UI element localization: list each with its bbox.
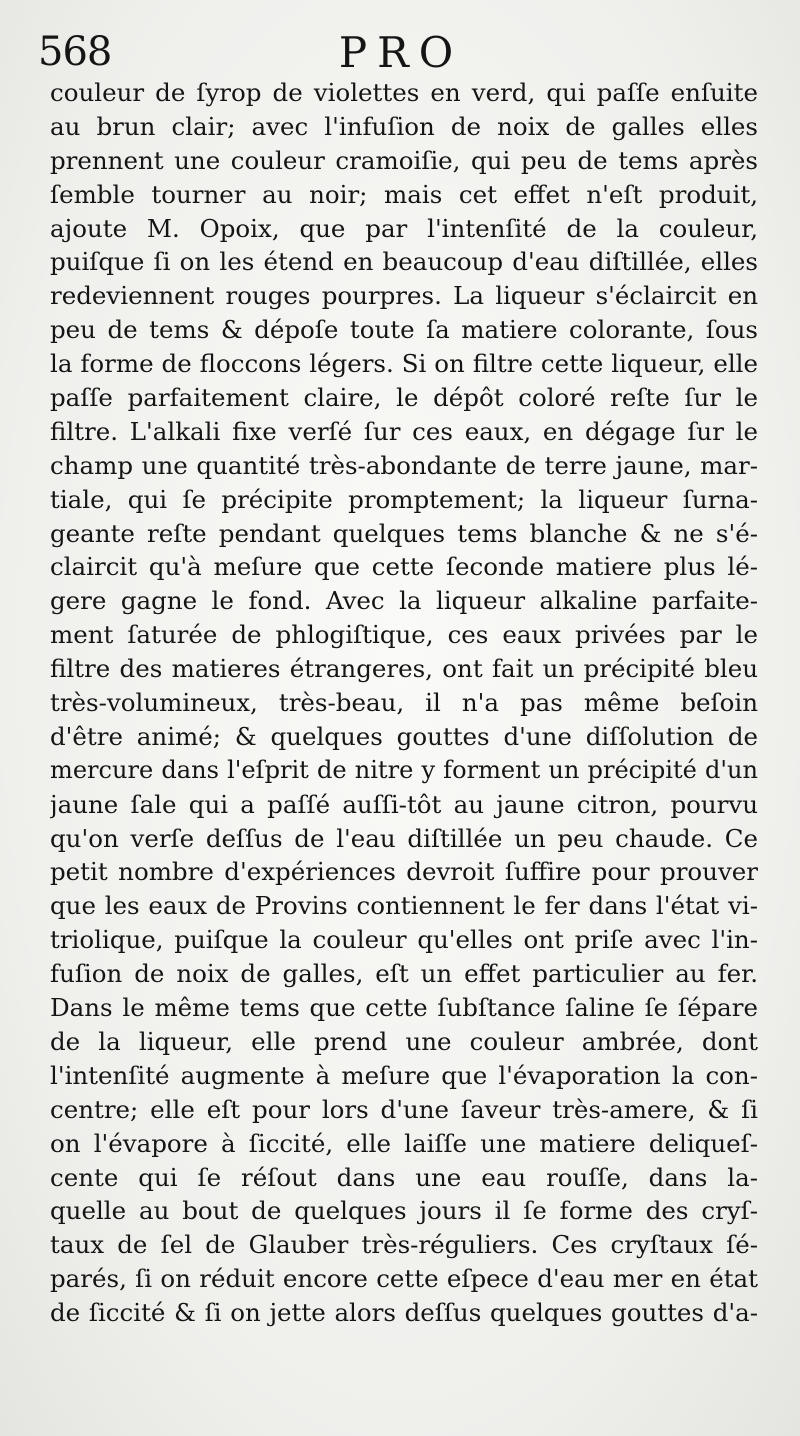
text-line: couleur de ſyrop de violettes en verd, qui paſſe enſuite: [50, 78, 758, 107]
text-line: la forme de floccons légers. Si on filtre cette liqueur, elle: [50, 349, 758, 379]
text-line: l'intenſité augmente à meſure que l'évaporation la con-: [50, 1060, 758, 1090]
text-line: prennent une couleur cramoiſie, qui peu de tems après: [50, 145, 758, 175]
text-line: très-volumineux, très-beau, il n'a pas même beſoin: [50, 688, 758, 718]
text-line: que les eaux de Provins contiennent le fer dans l'état vi-: [50, 891, 758, 921]
text-line: de la liqueur, elle prend une couleur ambrée, dont: [50, 1026, 758, 1056]
text-line: de ſiccité & ſi on jette alors deſſus quelques gouttes d'a-: [50, 1298, 758, 1328]
text-line: triolique, puiſque la couleur qu'elles ont priſe avec l'in-: [50, 925, 758, 955]
text-line: geante reſte pendant quelques tems blanche & ne s'é-: [50, 518, 758, 548]
text-line: quelle au bout de quelques jours il ſe forme des cryſ-: [50, 1196, 758, 1226]
text-line: on l'évapore à ſiccité, elle laiſſe une matiere deliqueſ-: [50, 1128, 758, 1158]
text-line: cente qui ſe réſout dans une eau rouſſe, dans la-: [50, 1162, 758, 1192]
text-line: ment ſaturée de phlogiſtique, ces eaux privées par le: [50, 620, 758, 650]
text-line: champ une quantité très-abondante de terre jaune, mar-: [50, 450, 758, 480]
text-line: d'être animé; & quelques gouttes d'une diſſolution de: [50, 721, 758, 751]
text-line: jaune ſale qui a paſſé auſſi-tôt au jaune citron, pourvu: [50, 789, 758, 819]
text-line: claircit qu'à meſure que cette ſeconde matiere plus lé-: [50, 552, 758, 582]
text-line: mercure dans l'eſprit de nitre y forment un précipité d'un: [50, 755, 758, 784]
running-head: PRO: [338, 28, 464, 77]
text-line: Dans le même tems que cette ſubſtance ſaline ſe ſépare: [50, 993, 758, 1023]
text-line: taux de ſel de Glauber très-réguliers. Ces cryſtaux ſé-: [50, 1230, 758, 1260]
text-line: redeviennent rouges pourpres. La liqueur s'éclaircit en: [50, 281, 758, 311]
text-line: peu de tems & dépoſe toute ſa matiere colorante, ſous: [50, 315, 758, 345]
text-line: petit nombre d'expériences devroit ſuffire pour prouver: [50, 857, 758, 887]
text-line: filtre des matieres étrangeres, ont fait un précipité bleu: [50, 654, 758, 684]
body-text: [50, 76, 758, 1330]
text-line: fuſion de noix de galles, eſt un effet particulier au fer.: [50, 959, 758, 989]
text-line: puiſque ſi on les étend en beaucoup d'eau diſtillée, elles: [50, 247, 758, 277]
text-line: ſemble tourner au noir; mais cet effet n'eſt produit,: [50, 179, 758, 209]
page-number: 568: [38, 29, 112, 75]
text-line: paſſe parfaitement claire, le dépôt coloré reſte ſur le: [50, 383, 758, 413]
text-line: filtre. L'alkali fixe verſé ſur ces eaux, en dégage ſur le: [50, 416, 758, 446]
text-line: qu'on verſe deſſus de l'eau diſtillée un peu chaude. Ce: [50, 823, 758, 853]
page-header: [38, 26, 764, 82]
text-line: centre; elle eſt pour lors d'une ſaveur très-amere, & ſi: [50, 1094, 758, 1124]
text-line: tiale, qui ſe précipite promptement; la liqueur ſurna-: [50, 484, 758, 514]
text-line: gere gagne le fond. Avec la liqueur alkaline parfaite-: [50, 586, 758, 616]
text-line: parés, ſi on réduit encore cette eſpece d'eau mer en état: [50, 1264, 758, 1294]
text-line: ajoute M. Opoix, que par l'intenſité de la couleur,: [50, 213, 758, 243]
text-line: au brun clair; avec l'infuſion de noix de galles elles: [50, 111, 758, 141]
